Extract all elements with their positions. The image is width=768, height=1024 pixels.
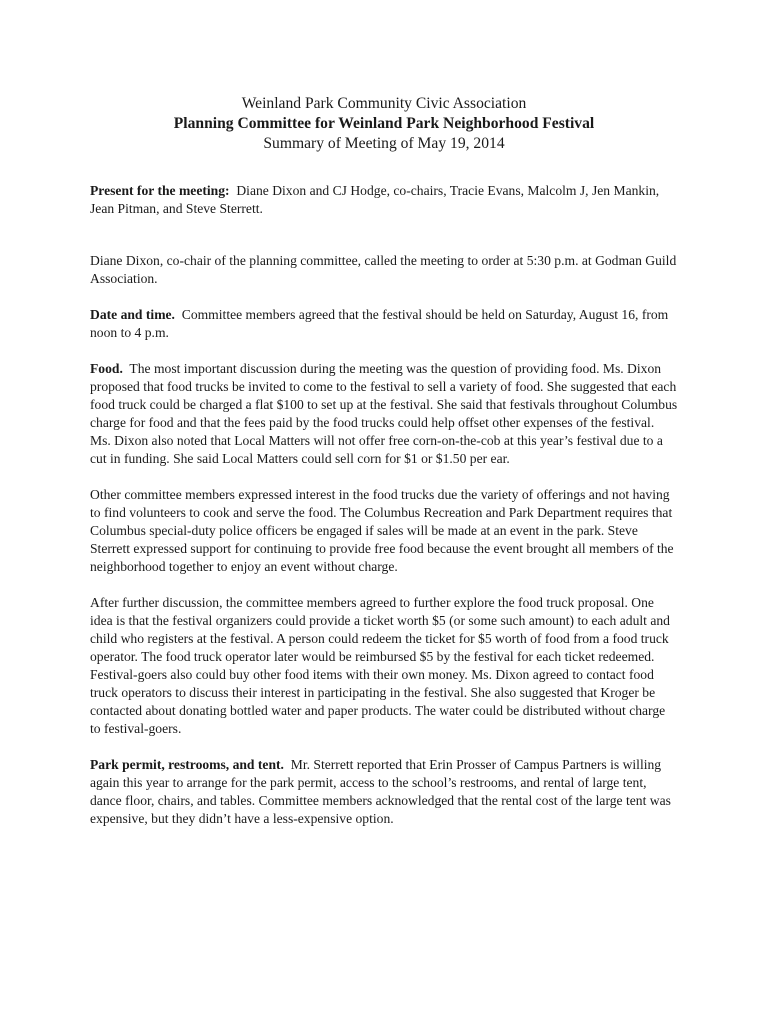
committee-title: Planning Committee for Weinland Park Neighborhood Festival	[173, 115, 595, 132]
further-discussion-text: After further discussion, the committee members agreed to further explore the food truck proposal. One idea is that the festival organizers could provide a ticket worth $5 (or some such amount) to each adult and child who registers at the festival. A person could redeem the ticket for $5 worth of food from a food truck operator. The food truck operator later would be reimbursed $5 by the festival for each ticket redeemed. Festival-goers also could buy other food items with their own money. Ms. Dixon agreed to contact food truck operators to discuss their interest in participating in the festival. She also suggested that Kroger be contacted about donating bottled water and paper products. The water could be distributed without charge to festival-goers.	[90, 595, 670, 736]
organization-name: Weinland Park Community Civic Association	[241, 95, 527, 112]
present-text: Diane Dixon and CJ Hodge, co-chairs, Tracie Evans, Malcolm J, Jen Mankin, Jean Pitman, and Steve Sterrett.	[90, 183, 660, 216]
call-to-order-paragraph	[90, 252, 678, 288]
present-lead: Present for the meeting:	[90, 183, 230, 198]
date-time-paragraph	[90, 306, 678, 342]
other-members-paragraph	[90, 486, 678, 576]
further-discussion-paragraph	[90, 594, 678, 738]
food-text: The most important discussion during the meeting was the question of providing food. Ms. Dixon proposed that food trucks be invited to come to the festival to sell a variety of food. She suggested that each food truck could be charged a flat $100 to set up at the festival. She said that festivals throughout Columbus charge for food and that the fees paid by the food trucks could help offset other expenses of the festival. Ms. Dixon also noted that Local Matters will not offer free corn-on-the-cob at this year’s festival due to a cut in funding. She said Local Matters could sell corn for $1 or $1.50 per ear.	[90, 361, 678, 466]
other-members-text: Other committee members expressed interest in the food trucks due the variety of offerings and not having to find volunteers to cook and serve the food. The Columbus Recreation and Park Department requires that Columbus special-duty police officers be engaged if sales will be made at an event in the park. Steve Sterrett expressed support for continuing to provide free food because the event brought all members of the neighborhood together to enjoy an event without charge.	[90, 487, 674, 574]
document-header	[90, 94, 678, 154]
meeting-summary-title: Summary of Meeting of May 19, 2014	[263, 135, 505, 152]
present-paragraph	[90, 182, 678, 218]
park-permit-lead: Park permit, restrooms, and tent.	[90, 757, 284, 772]
park-permit-paragraph	[90, 756, 678, 828]
date-time-text: Committee members agreed that the festival should be held on Saturday, August 16, from noon to 4 p.m.	[90, 307, 669, 340]
call-to-order-text: Diane Dixon, co-chair of the planning committee, called the meeting to order at 5:30 p.m. at Godman Guild Association.	[90, 253, 677, 286]
food-paragraph	[90, 360, 678, 468]
date-time-lead: Date and time.	[90, 307, 175, 322]
park-permit-text: Mr. Sterrett reported that Erin Prosser of Campus Partners is willing again this year to arrange for the park permit, access to the school’s restrooms, and rental of large tent, dance floor, chairs, and tables. Committee members acknowledged that the rental cost of the large tent was expensive, but they didn’t have a less-expensive option.	[90, 757, 671, 826]
food-lead: Food.	[90, 361, 123, 376]
